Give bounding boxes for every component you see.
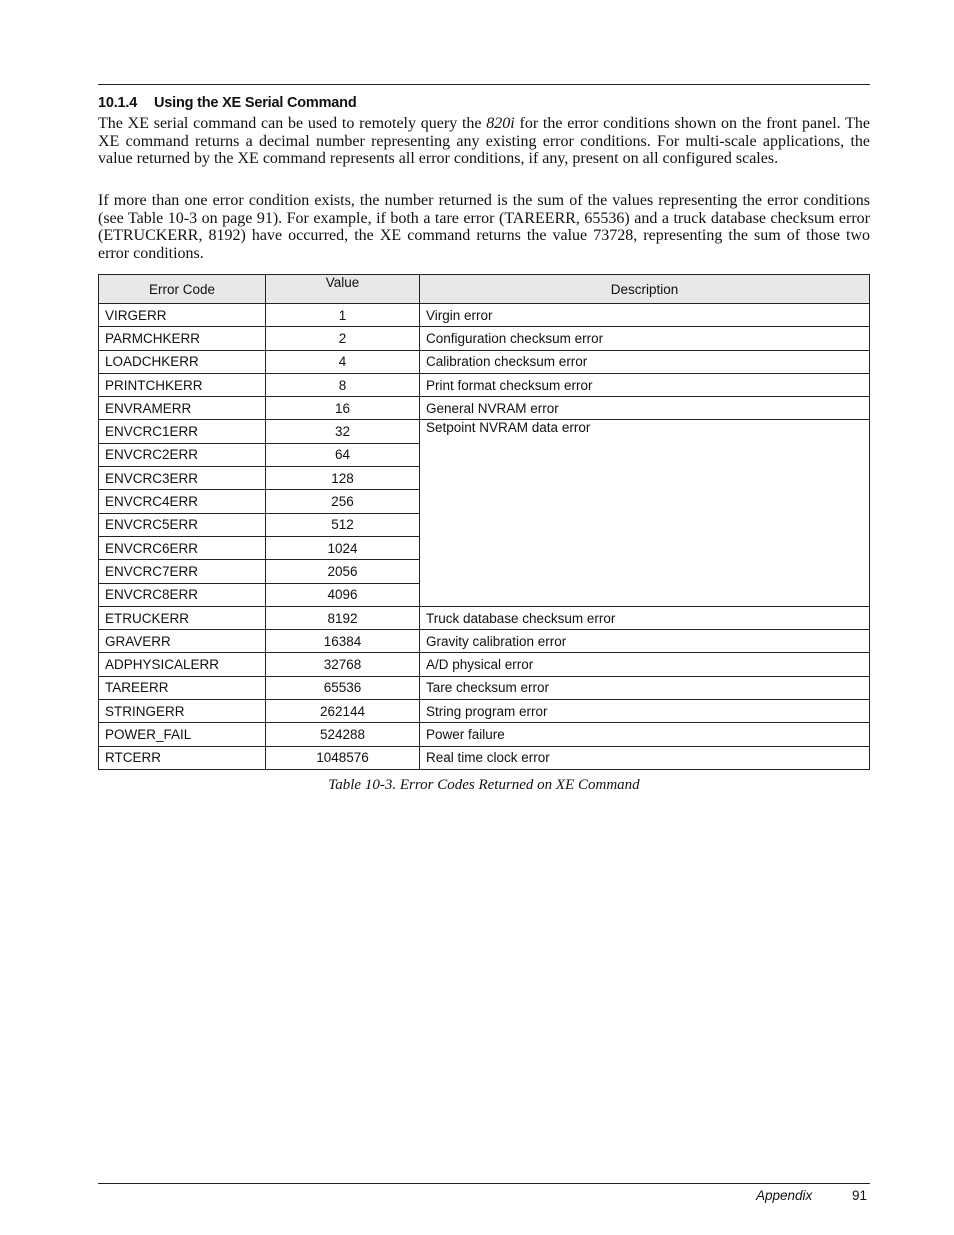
table-row	[99, 327, 870, 350]
table-row	[99, 700, 870, 723]
error-code-cell: ENVCRC7ERR	[99, 560, 266, 583]
error-code-cell: PARMCHKERR	[99, 327, 266, 350]
table-row	[99, 350, 870, 373]
table-row	[99, 606, 870, 629]
error-code-cell: ADPHYSICALERR	[99, 653, 266, 676]
error-code-cell: ENVRAMERR	[99, 397, 266, 420]
header-description: Description	[420, 275, 870, 304]
bottom-rule	[98, 1183, 870, 1184]
description-cell: A/D physical error	[420, 653, 870, 676]
value-cell: 262144	[266, 700, 420, 723]
value-cell: 1048576	[266, 746, 420, 769]
error-code-cell: ENVCRC4ERR	[99, 490, 266, 513]
error-code-cell: ENVCRC1ERR	[99, 420, 266, 443]
error-code-cell: ENVCRC8ERR	[99, 583, 266, 606]
value-cell: 1024	[266, 536, 420, 559]
value-cell: 8	[266, 373, 420, 396]
value-cell: 1	[266, 304, 420, 327]
description-cell: Setpoint NVRAM data error	[420, 420, 870, 606]
product-name: 820i	[486, 115, 515, 132]
table-row	[99, 676, 870, 699]
value-cell: 524288	[266, 723, 420, 746]
error-code-cell: STRINGERR	[99, 700, 266, 723]
error-code-cell: TAREERR	[99, 676, 266, 699]
table-row	[99, 420, 870, 443]
description-cell: Real time clock error	[420, 746, 870, 769]
value-cell: 4	[266, 350, 420, 373]
table-row	[99, 304, 870, 327]
table-row	[99, 746, 870, 769]
error-code-cell: VIRGERR	[99, 304, 266, 327]
error-code-cell: ENVCRC5ERR	[99, 513, 266, 536]
description-cell: Configuration checksum error	[420, 327, 870, 350]
error-code-cell: ENVCRC2ERR	[99, 443, 266, 466]
value-cell: 256	[266, 490, 420, 513]
value-cell: 2	[266, 327, 420, 350]
description-cell: String program error	[420, 700, 870, 723]
paragraph-sum-explanation: If more than one error condition exists, the number returned is the sum of the values representing the error conditions (see Table 10-3 on page 91). For example, if both a tare error (TAREERR, 65536) and a truck database checksum error (ETRUCKERR, 8192) have occurred, the XE command returns the value 73728, representing the sum of those two error conditions.	[98, 192, 870, 263]
table-body	[99, 304, 870, 770]
value-cell: 16	[266, 397, 420, 420]
table-row	[99, 723, 870, 746]
description-cell: Print format checksum error	[420, 373, 870, 396]
description-cell: Calibration checksum error	[420, 350, 870, 373]
paragraph-intro-before: The XE serial command can be used to remotely query the	[98, 115, 487, 132]
table-caption: Table 10-3. Error Codes Returned on XE Command	[328, 777, 640, 793]
error-code-cell: ENVCRC6ERR	[99, 536, 266, 559]
section-heading	[98, 95, 356, 111]
paragraph-intro-after: for the error conditions shown on the front panel. The XE command returns a decimal number representing any existing error conditions. For multi-scale applications, the value returned by the XE command represents all error conditions, if any, present on all configured scales.	[98, 115, 870, 168]
value-cell: 65536	[266, 676, 420, 699]
error-code-cell: PRINTCHKERR	[99, 373, 266, 396]
value-cell: 64	[266, 443, 420, 466]
description-cell: Tare checksum error	[420, 676, 870, 699]
value-cell: 512	[266, 513, 420, 536]
header-value: Value	[266, 275, 420, 304]
section-number: 10.1.4	[98, 95, 138, 111]
header-error-code: Error Code	[99, 275, 266, 304]
error-code-cell: POWER_FAIL	[99, 723, 266, 746]
description-cell: General NVRAM error	[420, 397, 870, 420]
paragraph-intro	[98, 115, 870, 168]
page-number: 91	[852, 1188, 868, 1203]
error-code-cell: ENVCRC3ERR	[99, 467, 266, 490]
table-row	[99, 373, 870, 396]
error-codes-table	[98, 274, 870, 770]
section-title: Using the XE Serial Command	[154, 95, 357, 111]
value-cell: 32768	[266, 653, 420, 676]
description-cell: Power failure	[420, 723, 870, 746]
table-row	[99, 397, 870, 420]
top-rule	[98, 84, 870, 85]
table-header-row	[99, 275, 870, 304]
value-cell: 4096	[266, 583, 420, 606]
error-code-cell: ETRUCKERR	[99, 606, 266, 629]
error-code-cell: RTCERR	[99, 746, 266, 769]
error-code-cell: GRAVERR	[99, 630, 266, 653]
table-row	[99, 630, 870, 653]
value-cell: 32	[266, 420, 420, 443]
value-cell: 8192	[266, 606, 420, 629]
description-cell: Truck database checksum error	[420, 606, 870, 629]
error-code-cell: LOADCHKERR	[99, 350, 266, 373]
description-cell: Gravity calibration error	[420, 630, 870, 653]
table-row	[99, 653, 870, 676]
value-cell: 128	[266, 467, 420, 490]
value-cell: 16384	[266, 630, 420, 653]
description-cell: Virgin error	[420, 304, 870, 327]
value-cell: 2056	[266, 560, 420, 583]
footer-section-label: Appendix	[756, 1188, 813, 1203]
